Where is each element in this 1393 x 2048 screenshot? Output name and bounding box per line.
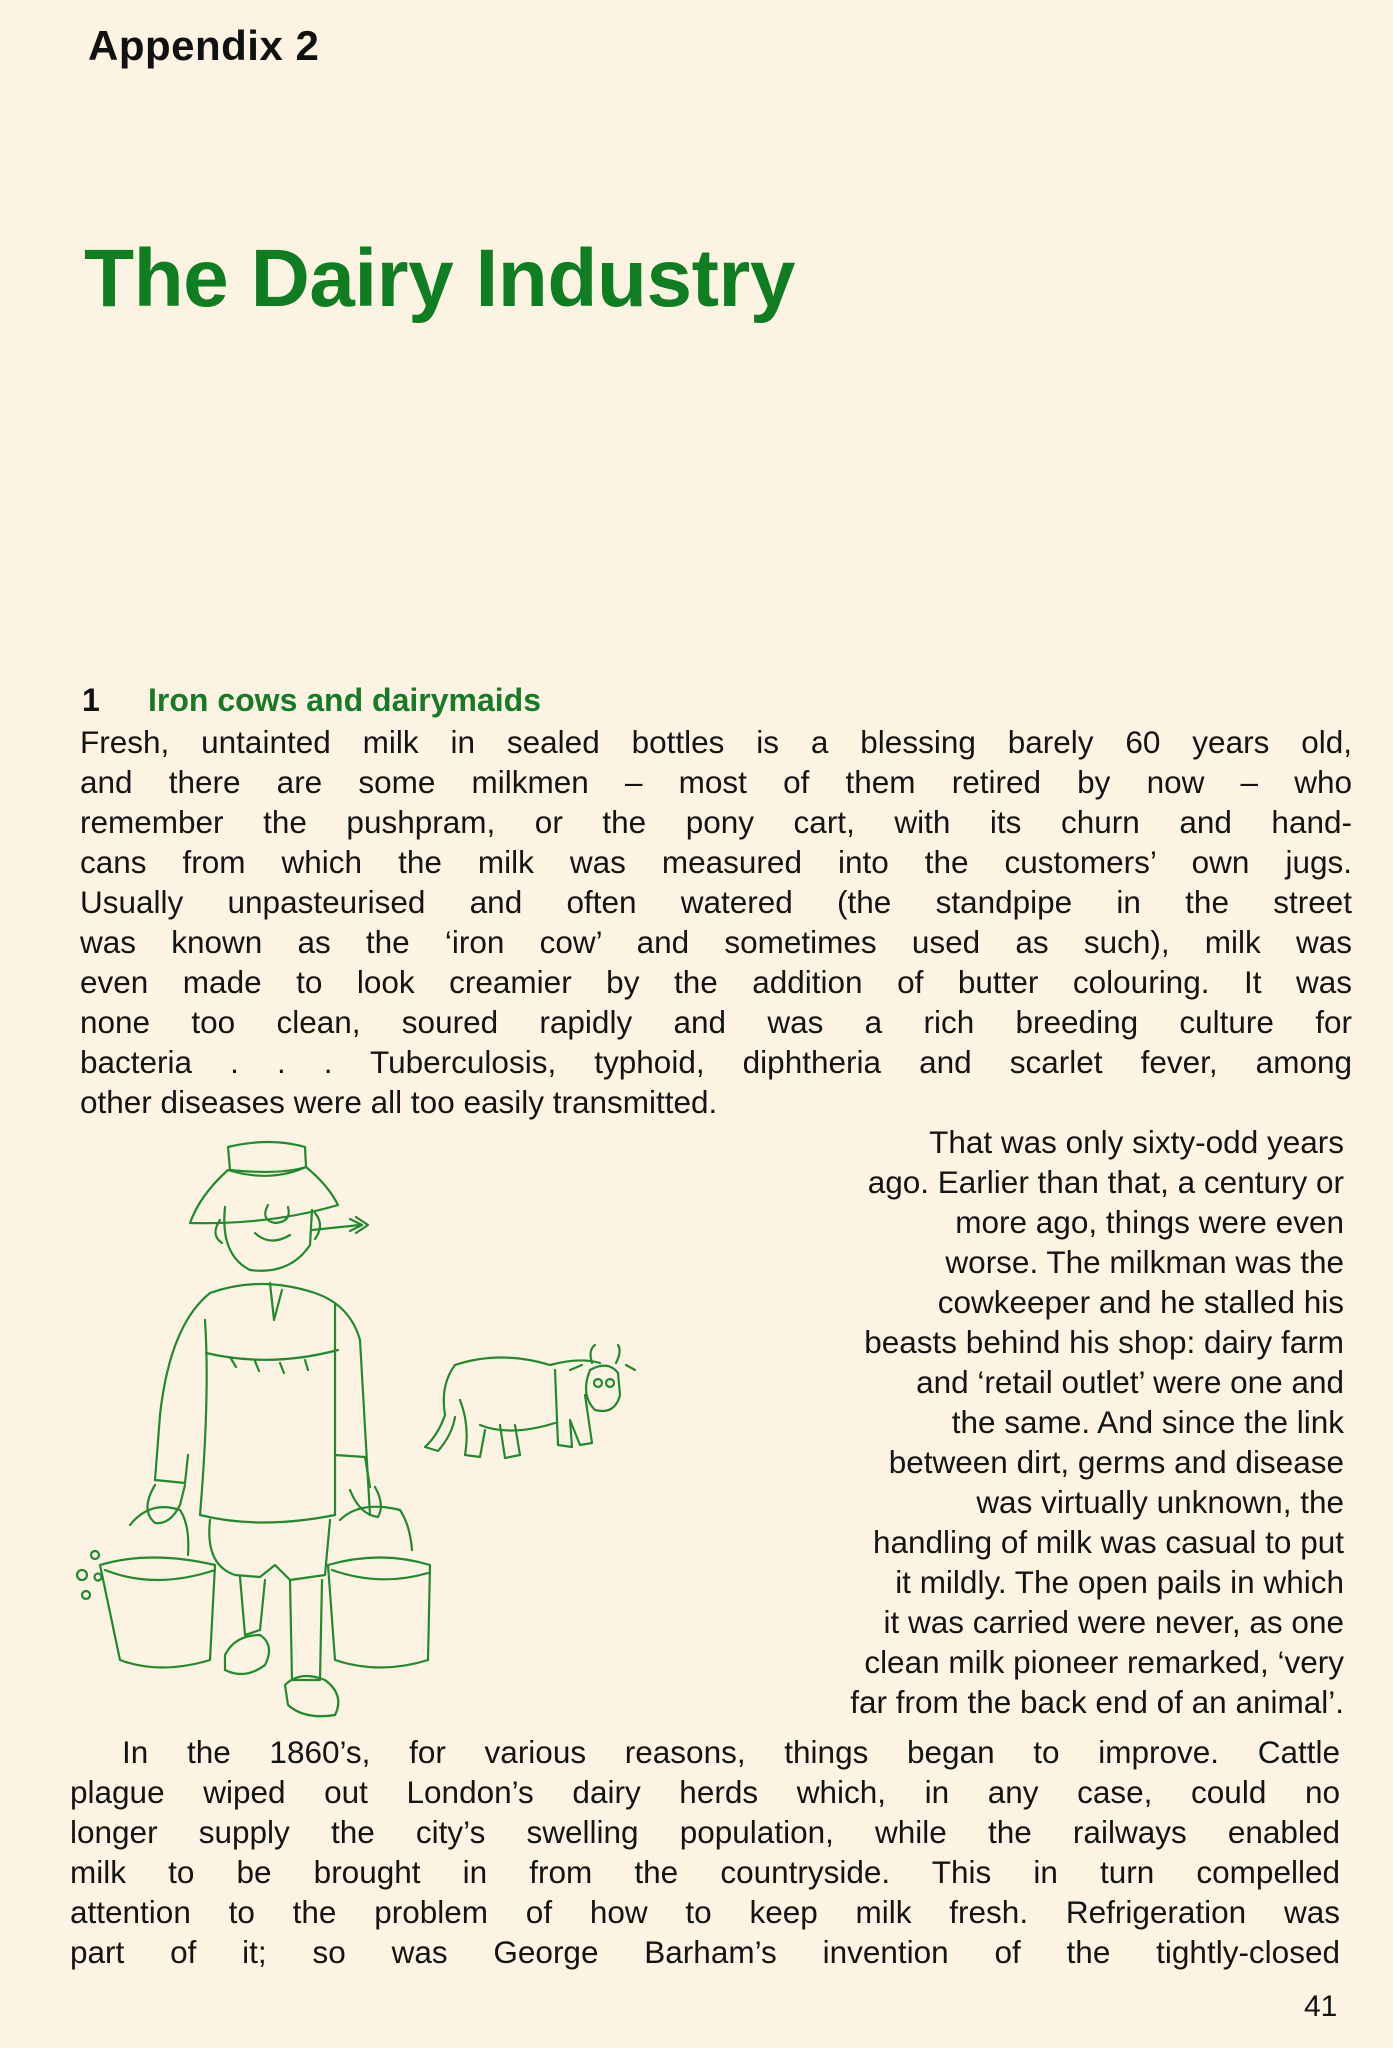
text-line: worse. The milkman was the [945,1244,1344,1280]
text-line: ago. Earlier than that, a century or [867,1164,1344,1200]
text-line: was known as the ‘iron cow’ and sometimes used as such), milk was [80,924,1352,960]
text-line: clean milk pioneer remarked, ‘very [864,1644,1344,1680]
text-line: Usually unpasteurised and often watered (the standpipe in the street [80,884,1352,920]
text-line: In the 1860’s, for various reasons, things began to improve. Cattle [122,1734,1340,1770]
text-line: more ago, things were even [955,1204,1344,1240]
text-line: plague wiped out London’s dairy herds which, in any case, could no [70,1774,1340,1810]
text-line: it was carried were never, as one [883,1604,1344,1640]
text-line: longer supply the city’s swelling population, while the railways enabled [70,1814,1340,1850]
text-line: and there are some milkmen – most of them retired by now – who [80,764,1352,800]
paragraph-wrapped [700,1122,1344,1722]
text-line: cowkeeper and he stalled his [937,1284,1344,1320]
text-line: handling of milk was casual to put [872,1524,1344,1560]
milkman-illustration [60,1125,720,1725]
text-line: remember the pushpram, or the pony cart, with its churn and hand- [80,804,1352,840]
appendix-label: Appendix 2 [88,22,320,69]
text-line: none too clean, soured rapidly and was a rich breeding culture for [80,1004,1352,1040]
text-line: Fresh, untainted milk in sealed bottles is a blessing barely 60 years old, [80,724,1352,760]
text-line: attention to the problem of how to keep milk fresh. Refrigeration was [70,1894,1340,1930]
text-line: cans from which the milk was measured into the customers’ own jugs. [80,844,1352,880]
paragraph-intro [80,722,1352,1122]
text-line: and ‘retail outlet’ were one and [916,1364,1344,1400]
text-line: was virtually unknown, the [976,1484,1344,1520]
text-line: part of it; so was George Barham’s invention of the tightly-closed [70,1934,1340,1970]
text-line: other diseases were all too easily transmitted. [80,1084,718,1120]
text-line: bacteria . . . Tuberculosis, typhoid, diphtheria and scarlet fever, among [80,1044,1352,1080]
text-line: between dirt, germs and disease [888,1444,1344,1480]
text-line: That was only sixty-odd years [929,1124,1344,1160]
section-title: Iron cows and dairymaids [148,682,541,718]
text-line: beasts behind his shop: dairy farm [864,1324,1344,1360]
text-line: even made to look creamier by the addition of butter colouring. It was [80,964,1352,1000]
page-number: 41 [1304,1990,1338,2023]
text-line: far from the back end of an animal’. [850,1684,1344,1720]
text-line: milk to be brought in from the countryside. This in turn compelled [70,1854,1340,1890]
paragraph-1860s [70,1732,1340,1972]
section-heading [82,682,541,719]
text-line: it mildly. The open pails in which [895,1564,1344,1600]
section-number: 1 [82,682,100,718]
page-title: The Dairy Industry [84,233,795,324]
text-line: the same. And since the link [951,1404,1344,1440]
